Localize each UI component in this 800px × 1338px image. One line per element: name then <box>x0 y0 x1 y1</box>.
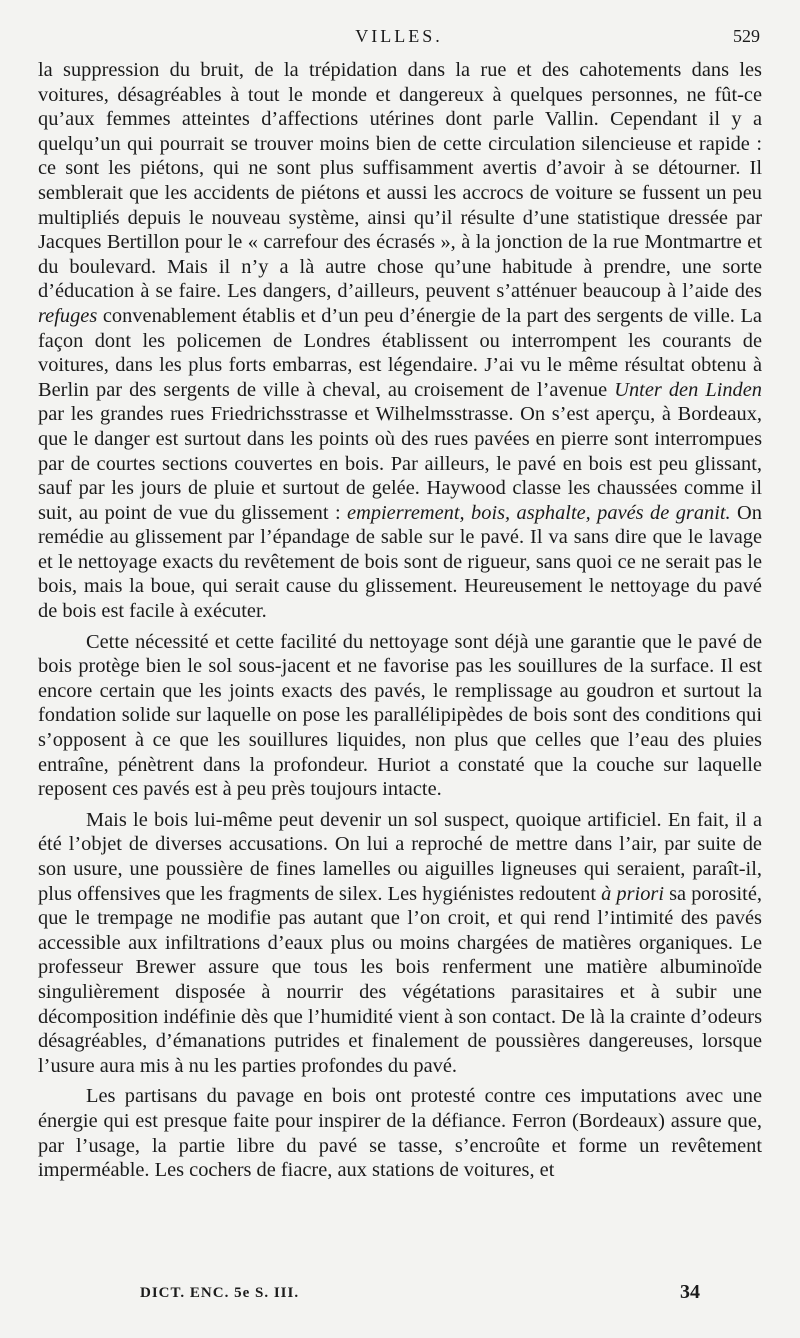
running-title: VILLES. <box>355 26 443 46</box>
paragraph-1-part-d: On remédie au glissement par l’épandage de sable sur le pavé. Il va sans dire que le lavage et le nettoyage exacts du revêtement de bois sont de rigueur, sans quoi ce ne serait pas le bois, mais la boue, qui serait cause du glissement. Heureusement le nettoyage du pavé de bois est facile à exécuter. <box>38 501 762 623</box>
paragraph-1-italic-refuges: refuges <box>38 304 98 327</box>
paragraph-3-part-a: Mais le bois lui-même peut devenir un sol suspect, quoique artificiel. En fait, il a été l’objet de diverses accusations. On lui a reproché de mettre dans l’air, par suite de son usure, une poussière de fines lamelles ou aiguilles ligneuses qui seraient, paraît-il, plus offensives que les fragments de silex. Les hygiénistes redoutent <box>38 808 762 905</box>
page-footer <box>140 1281 700 1311</box>
paragraph-2: Cette nécessité et cette facilité du nettoyage sont déjà une garantie que le pavé de bois protège bien le sol sous-jacent et ne favorise pas les souillures de la surface. Il est encore certain que les joints exacts des pavés, le remplissage au goudron et surtout la fondation solide sur laquelle on pose les parallélipipèdes de bois sont des conditions qui s’opposent à ce que les souillures liquides, non plus que celles que l’eau des pluies entraîne, pénètrent dans la profondeur. Huriot a constaté que la couche sur laquelle reposent ces pavés est à peu près toujours intacte. <box>38 630 762 801</box>
paragraph-1-italic-surfaces: empierrement, bois, asphalte, pavés de granit. <box>347 501 731 524</box>
signature-mark: DICT. ENC. 5e S. III. <box>140 1285 300 1301</box>
sheet-number: 34 <box>680 1281 700 1303</box>
page-header <box>38 26 760 52</box>
paragraph-1-part-c: par les grandes rues Friedrichsstrasse et Wilhelmsstrasse. On s’est aperçu, à Bordeaux, que le danger est surtout dans les points où des rues pavées en pierre sont interrompues par de courtes sections couvertes en bois. Par ailleurs, le pavé en bois est peu glissant, sauf par les jours de pluie et surtout de gelée. Haywood classe les chaussées comme il suit, au point de vue du glissement : <box>38 403 762 524</box>
paragraph-4: Les partisans du pavage en bois ont protesté contre ces imputations avec une énergie qui est presque faite pour inspirer de la défiance. Ferron (Bordeaux) assure que, par l’usage, la partie libre du pavé se tasse, s’encroûte et forme un revêtement imperméable. Les cochers de fiacre, aux stations de voitures, et <box>38 1085 762 1182</box>
body-text <box>38 58 762 1183</box>
paragraph-3-italic-a-priori: à priori <box>601 882 664 905</box>
paragraph-1-italic-unter-den-linden: Unter den Linden <box>614 378 762 401</box>
paragraph-1 <box>38 58 762 624</box>
paragraph-3-part-b: sa porosité, que le trempage ne modifie pas autant que l’on croit, et qui rend l’intimité des pavés accessible aux infiltrations d’eaux plus ou moins chargées de matières organiques. Le professeur Brewer assure que tous les bois renferment une matière albuminoïde singulièrement disposée à nourrir des végétations parasitaires et à subir une décomposition indéfinie dès que l’humidité vient à son contact. De là la crainte d’odeurs désagréables, d’émanations putrides et finalement de poussières dangereuses, lorsque l’usure aura mis à nu les parties profondes du pavé. <box>38 882 762 1077</box>
paragraph-1-part-b: convenablement établis et d’un peu d’énergie de la part des sergents de ville. La façon dont les policemen de Londres établissent ou interrompent les courants de voitures, dans les plus forts embarras, est légendaire. J’ai vu le même résultat obtenu à Berlin par des sergents de ville à cheval, au croisement de l’avenue <box>38 304 762 401</box>
paragraph-1-part-a: la suppression du bruit, de la trépidation dans la rue et des cahotements dans les voitures, désagréables à tout le monde et dangereux à quelques personnes, ne fût-ce qu’aux femmes atteintes d’affections utérines dont parle Vallin. Cependant il y a quelqu’un qui pourrait se trouver moins bien de cette circulation silencieuse et rapide : ce sont les piétons, qui ne sont plus suffisamment avertis d’avoir à se détourner. Il semblerait que les accidents de piétons et aussi les accrocs de voiture se fussent un peu multipliés depuis le nouveau système, ainsi qu’il résulte d’une statistique dressée par Jacques Bertillon pour le « carrefour des écrasés », à la jonction de la rue Montmartre et du boulevard. Mais il n’y a là autre chose qu’une habitude à prendre, une sorte d’éducation à se faire. Les dangers, d’ailleurs, peuvent s’atténuer beaucoup à l’aide des <box>38 59 762 303</box>
page-number: 529 <box>733 26 760 46</box>
paragraph-3 <box>38 808 762 1079</box>
